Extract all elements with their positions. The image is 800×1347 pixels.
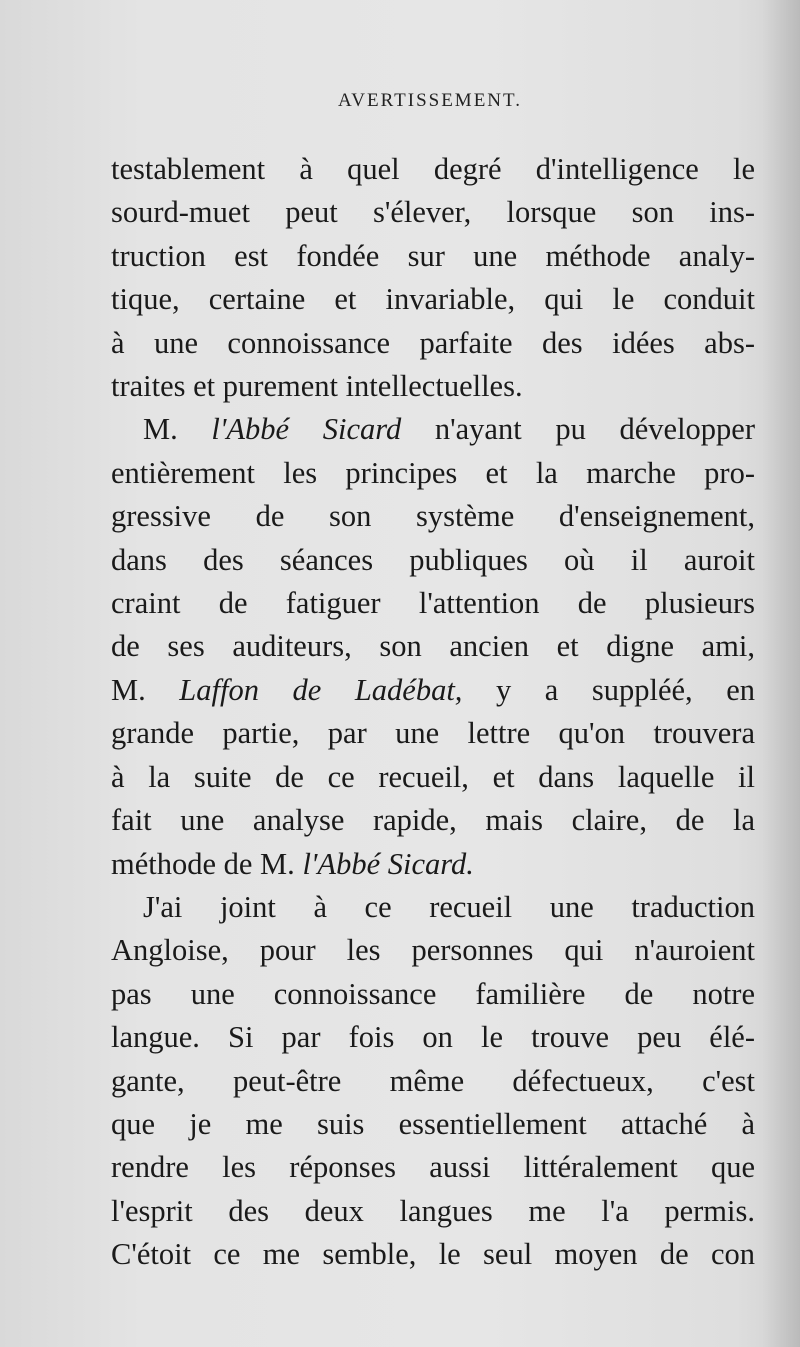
text-line: C'étoit ce me semble, le seul moyen de con bbox=[111, 1237, 755, 1272]
text-line: entièrement les principes et la marche pro- bbox=[111, 455, 755, 490]
text-line: J'ai joint à ce recueil une traduction bbox=[143, 889, 755, 924]
text-line: l'esprit des deux langues me l'a permis. bbox=[111, 1193, 755, 1228]
text-line: de ses auditeurs, son ancien et digne ami, bbox=[111, 629, 755, 664]
body-text bbox=[111, 148, 755, 1277]
paragraph-3 bbox=[111, 886, 755, 1277]
text-line: fait une analyse rapide, mais claire, de la bbox=[111, 803, 755, 838]
text-line: gressive de son système d'enseignement, bbox=[111, 499, 755, 534]
italic-name: l'Abbé Sicard bbox=[211, 412, 402, 447]
text-line: truction est fondée sur une méthode analy- bbox=[111, 238, 755, 273]
text-line: dans des séances publiques où il auroit bbox=[111, 542, 755, 577]
text-line: craint de fatiguer l'attention de plusieurs bbox=[111, 586, 755, 621]
page-edge-shadow bbox=[762, 0, 800, 1347]
italic-name: Laffon de Ladébat, bbox=[179, 672, 463, 707]
text-line: rendre les réponses aussi littéralement que bbox=[111, 1150, 755, 1185]
text-line: M. l'Abbé Sicard n'ayant pu développer bbox=[143, 412, 755, 447]
paragraph-1 bbox=[111, 148, 755, 408]
text-line: grande partie, par une lettre qu'on trouvera bbox=[111, 716, 755, 751]
text-line: méthode de M. l'Abbé Sicard. bbox=[111, 846, 474, 881]
text-line: langue. Si par fois on le trouve peu élé- bbox=[111, 1020, 755, 1055]
paragraph-2 bbox=[111, 408, 755, 885]
text-line: à une connoissance parfaite des idées abs- bbox=[111, 325, 755, 360]
text-line: que je me suis essentiellement attaché à bbox=[111, 1106, 755, 1141]
text-line: sourd-muet peut s'élever, lorsque son ins- bbox=[111, 195, 755, 230]
text-line: traites et purement intellectuelles. bbox=[111, 369, 523, 404]
text-line: à la suite de ce recueil, et dans laquelle il bbox=[111, 759, 755, 794]
text-line: tique, certaine et invariable, qui le conduit bbox=[111, 282, 755, 317]
text-line: gante, peut-être même défectueux, c'est bbox=[111, 1063, 755, 1098]
text-line: M. Laffon de Ladébat, y a suppléé, en bbox=[111, 672, 755, 707]
italic-name: l'Abbé Sicard. bbox=[302, 846, 474, 881]
running-head: AVERTISSEMENT. bbox=[338, 90, 522, 111]
text-line: testablement à quel degré d'intelligence le bbox=[111, 152, 755, 186]
text-line: Angloise, pour les personnes qui n'auroient bbox=[111, 933, 755, 968]
text-line: pas une connoissance familière de notre bbox=[111, 976, 755, 1011]
